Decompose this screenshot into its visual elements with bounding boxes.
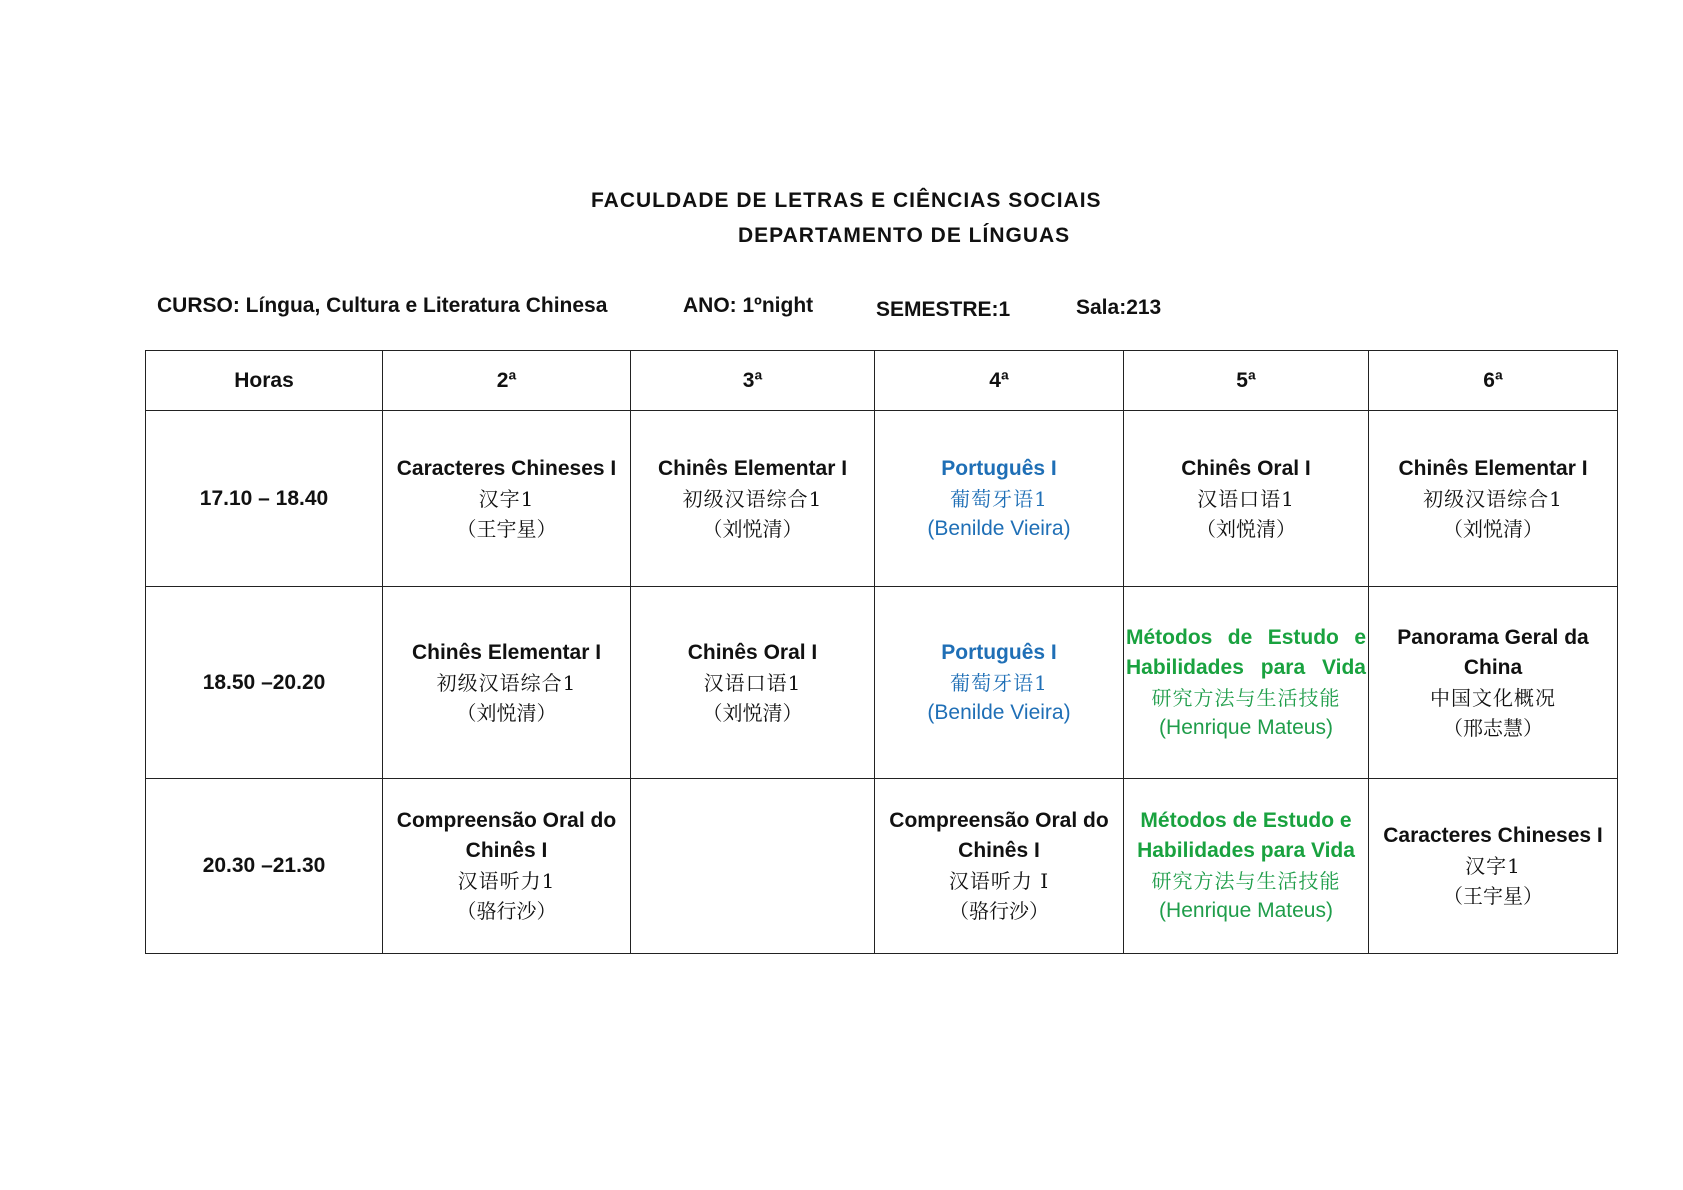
- class-title: Compreensão Oral do Chinês I: [396, 809, 617, 862]
- class-chinese-title: 葡萄牙语1: [950, 486, 1048, 511]
- class-title: Chinês Elementar I: [411, 640, 602, 664]
- class-teacher: (Henrique Mateus): [1159, 899, 1333, 922]
- header-row: [146, 351, 1618, 411]
- class-chinese-title: 葡萄牙语1: [950, 670, 1048, 695]
- class-chinese-title: 初级汉语综合1: [436, 670, 577, 695]
- class-title: Métodos de Estudo e Habilidades para Vida: [1126, 625, 1366, 679]
- class-title: Métodos de Estudo e Habilidades para Vida: [1137, 809, 1355, 862]
- column-header-monday: 2ª: [383, 351, 631, 411]
- time-slot: 18.50 –20.20: [146, 587, 383, 779]
- class-cell: [1124, 411, 1369, 587]
- class-title: Caracteres Chineses I: [396, 456, 617, 480]
- class-title: Chinês Oral I: [687, 640, 818, 664]
- class-teacher: （邢志慧）: [1443, 715, 1543, 740]
- class-chinese-title: 汉字1: [1465, 854, 1521, 878]
- class-cell: [1124, 587, 1369, 779]
- class-title: Chinês Oral I: [1181, 456, 1311, 480]
- table-row: [146, 779, 1618, 954]
- class-chinese-title: 汉字1: [478, 486, 535, 511]
- class-cell: [875, 779, 1124, 954]
- class-cell: [1369, 411, 1618, 587]
- column-header-hours: Horas: [146, 351, 383, 411]
- class-chinese-title: 研究方法与生活技能: [1151, 869, 1341, 893]
- class-title: Panorama Geral da China: [1397, 625, 1589, 679]
- class-cell: [1124, 779, 1369, 954]
- class-teacher: (Henrique Mateus): [1159, 715, 1333, 739]
- class-teacher: （王宇星）: [1443, 884, 1543, 908]
- class-title: Português I: [941, 640, 1057, 664]
- table-row: [146, 411, 1618, 587]
- class-cell: [875, 411, 1124, 587]
- time-slot: 17.10 – 18.40: [146, 411, 383, 587]
- class-teacher: （王宇星）: [456, 516, 557, 541]
- class-cell: [1369, 587, 1618, 779]
- column-header-friday: 6ª: [1369, 351, 1618, 411]
- class-cell: [1369, 779, 1618, 954]
- class-teacher: (Benilde Vieira): [927, 516, 1071, 540]
- class-teacher: （刘悦清）: [1443, 516, 1543, 541]
- time-slot: 20.30 –21.30: [146, 779, 383, 954]
- class-teacher: （骆行沙）: [456, 899, 557, 923]
- class-teacher: （骆行沙）: [949, 899, 1049, 923]
- class-cell: [383, 411, 631, 587]
- department-title: DEPARTAMENTO DE LÍNGUAS: [738, 224, 1071, 247]
- class-cell: [631, 587, 875, 779]
- class-teacher: （刘悦清）: [702, 700, 803, 725]
- column-header-tuesday: 3ª: [631, 351, 875, 411]
- column-header-wednesday: 4ª: [875, 351, 1124, 411]
- class-teacher: （刘悦清）: [702, 516, 803, 541]
- class-cell: [631, 411, 875, 587]
- course-label: CURSO: Língua, Cultura e Literatura Chinesa: [157, 294, 608, 317]
- column-header-thursday: 5ª: [1124, 351, 1369, 411]
- year-label: ANO: 1ºnight: [683, 294, 814, 317]
- class-title: Chinês Elementar I: [657, 456, 848, 480]
- class-title: Caracteres Chineses I: [1383, 824, 1603, 847]
- class-teacher: （刘悦清）: [1196, 516, 1296, 541]
- schedule-table: [145, 350, 1618, 954]
- class-chinese-title: 初级汉语综合1: [1423, 486, 1563, 511]
- class-chinese-title: 汉语口语1: [1197, 486, 1295, 511]
- class-chinese-title: 汉语听力1: [457, 869, 556, 893]
- class-cell: [383, 587, 631, 779]
- class-chinese-title: 汉语听力 I: [948, 869, 1050, 893]
- faculty-title: FACULDADE DE LETRAS E CIÊNCIAS SOCIAIS: [591, 189, 1102, 212]
- class-chinese-title: 研究方法与生活技能: [1151, 685, 1341, 710]
- class-teacher: (Benilde Vieira): [927, 700, 1071, 724]
- class-cell: [875, 587, 1124, 779]
- class-cell: [383, 779, 631, 954]
- class-chinese-title: 中国文化概况: [1430, 685, 1556, 710]
- class-chinese-title: 汉语口语1: [703, 670, 802, 695]
- class-title: Compreensão Oral do Chinês I: [889, 809, 1109, 862]
- room-label: Sala:213: [1076, 296, 1162, 319]
- semester-label: SEMESTRE:1: [876, 298, 1011, 321]
- class-chinese-title: 初级汉语综合1: [682, 486, 823, 511]
- class-teacher: （刘悦清）: [456, 700, 557, 725]
- class-title: Português I: [941, 456, 1057, 480]
- class-title: Chinês Elementar I: [1398, 456, 1588, 480]
- table-row: [146, 587, 1618, 779]
- class-cell-empty: [631, 779, 875, 954]
